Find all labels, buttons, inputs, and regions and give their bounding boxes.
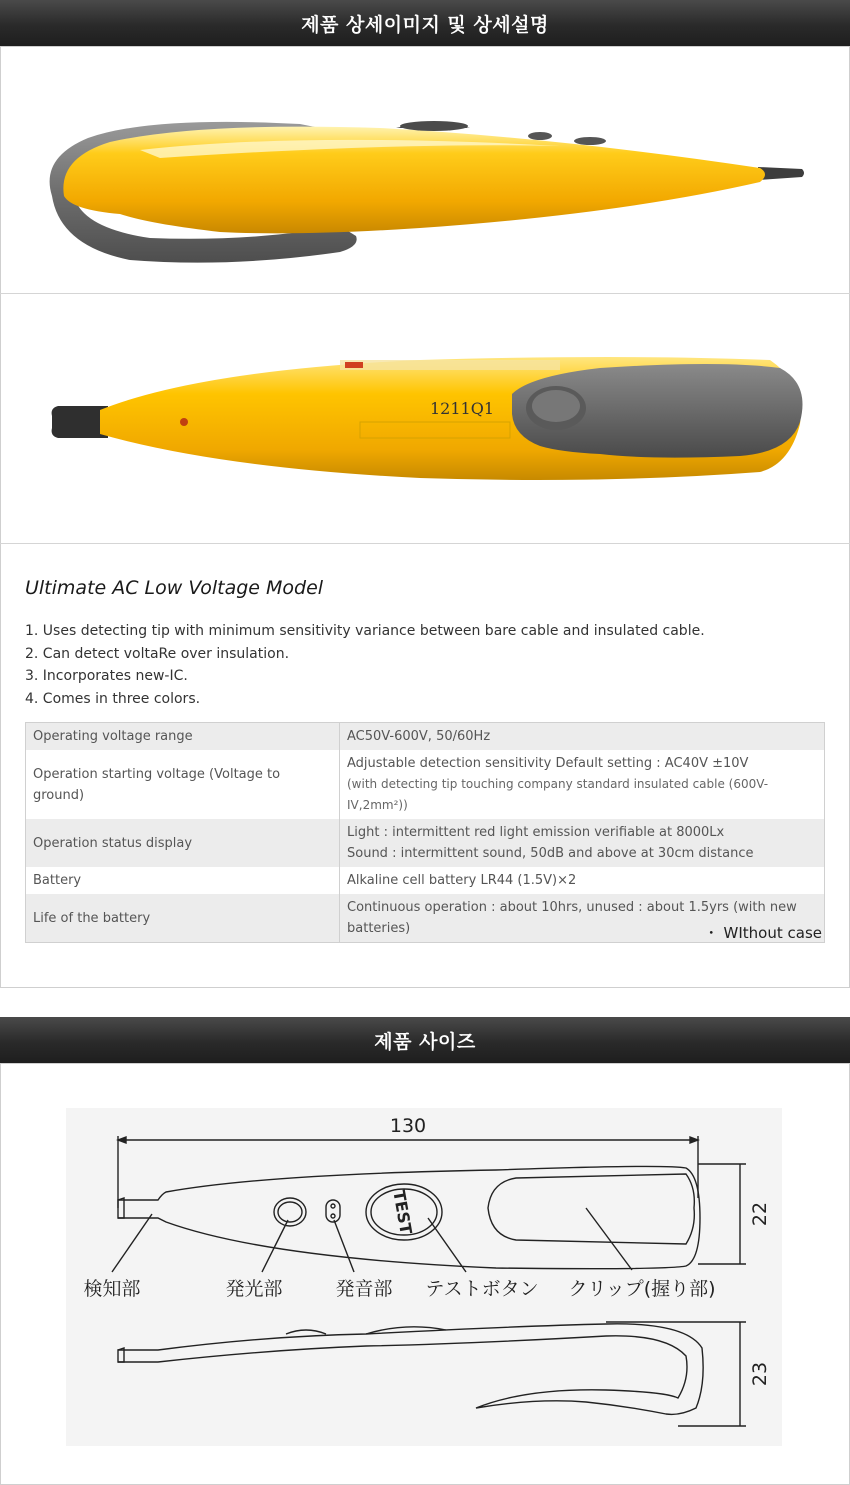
product-photo-front: [0, 294, 850, 544]
table-row: [26, 723, 825, 751]
feature-item: 4. Comes in three colors.: [25, 690, 201, 707]
section-title: 제품 사이즈: [374, 1030, 476, 1053]
dimension-drawing: [66, 1108, 782, 1446]
section-header-detail: [0, 0, 850, 46]
part-label-test-button: テストボタン: [425, 1278, 539, 1300]
spec-value: Light : intermittent red light emission verifiable at 8000Lx: [347, 825, 725, 840]
spec-value-detail: (with detecting tip touching company standard insulated cable (600V-IV,2mm²)): [347, 777, 769, 812]
spec-value-cell: [340, 819, 825, 867]
part-label-clip: クリップ(握り部): [568, 1278, 716, 1300]
product-photo-side: [0, 46, 850, 294]
spec-value: Adjustable detection sensitivity Default setting : AC40V ±10V: [347, 756, 749, 771]
table-row: [26, 867, 825, 894]
spec-value-detail: Sound : intermittent sound, 50dB and above at 30cm distance: [347, 846, 754, 861]
spec-key: Life of the battery: [26, 894, 340, 943]
part-label-detector: 検知部: [83, 1278, 141, 1300]
feature-item: 3. Incorporates new-IC.: [25, 668, 188, 684]
tester-front-illustration: [0, 294, 850, 544]
spec-value: AC50V-600V, 50/60Hz: [340, 723, 825, 751]
spec-table: [25, 722, 825, 943]
section-header-size: [0, 1017, 850, 1063]
part-label-sound: 発音部: [335, 1278, 393, 1300]
section-title: 제품 상세이미지 및 상세설명: [301, 13, 549, 36]
length-dimension: 130: [389, 1115, 427, 1137]
spec-value: Continuous operation : about 10hrs, unused : about 1.5yrs (with new batteries): [340, 894, 825, 943]
test-button-text: TEST: [389, 1188, 416, 1236]
spec-key: Operation starting voltage (Voltage to ground): [26, 750, 340, 819]
table-row: [26, 819, 825, 867]
size-drawing: [66, 1108, 782, 1446]
table-row: [26, 750, 825, 819]
model-code-text: 1211Q1: [430, 399, 495, 418]
feature-item: 1. Uses detecting tip with minimum sensitivity variance between bare cable and insulated cable.: [25, 623, 705, 639]
without-case-note: ・ WIthout case: [703, 924, 822, 942]
spec-value-cell: [340, 750, 825, 819]
part-label-light: 発光部: [225, 1278, 283, 1300]
spec-key: Operation status display: [26, 819, 340, 867]
feature-list: [25, 620, 705, 710]
height-front-dimension: 22: [749, 1201, 771, 1227]
spec-key: Battery: [26, 867, 340, 894]
tester-side-illustration: [0, 46, 850, 294]
spec-value: Alkaline cell battery LR44 (1.5V)×2: [340, 867, 825, 894]
feature-item: 2. Can detect voltaRe over insulation.: [25, 645, 290, 662]
spec-key: Operating voltage range: [26, 723, 340, 751]
spec-title: Ultimate AC Low Voltage Model: [25, 577, 324, 599]
height-side-dimension: 23: [749, 1361, 771, 1387]
